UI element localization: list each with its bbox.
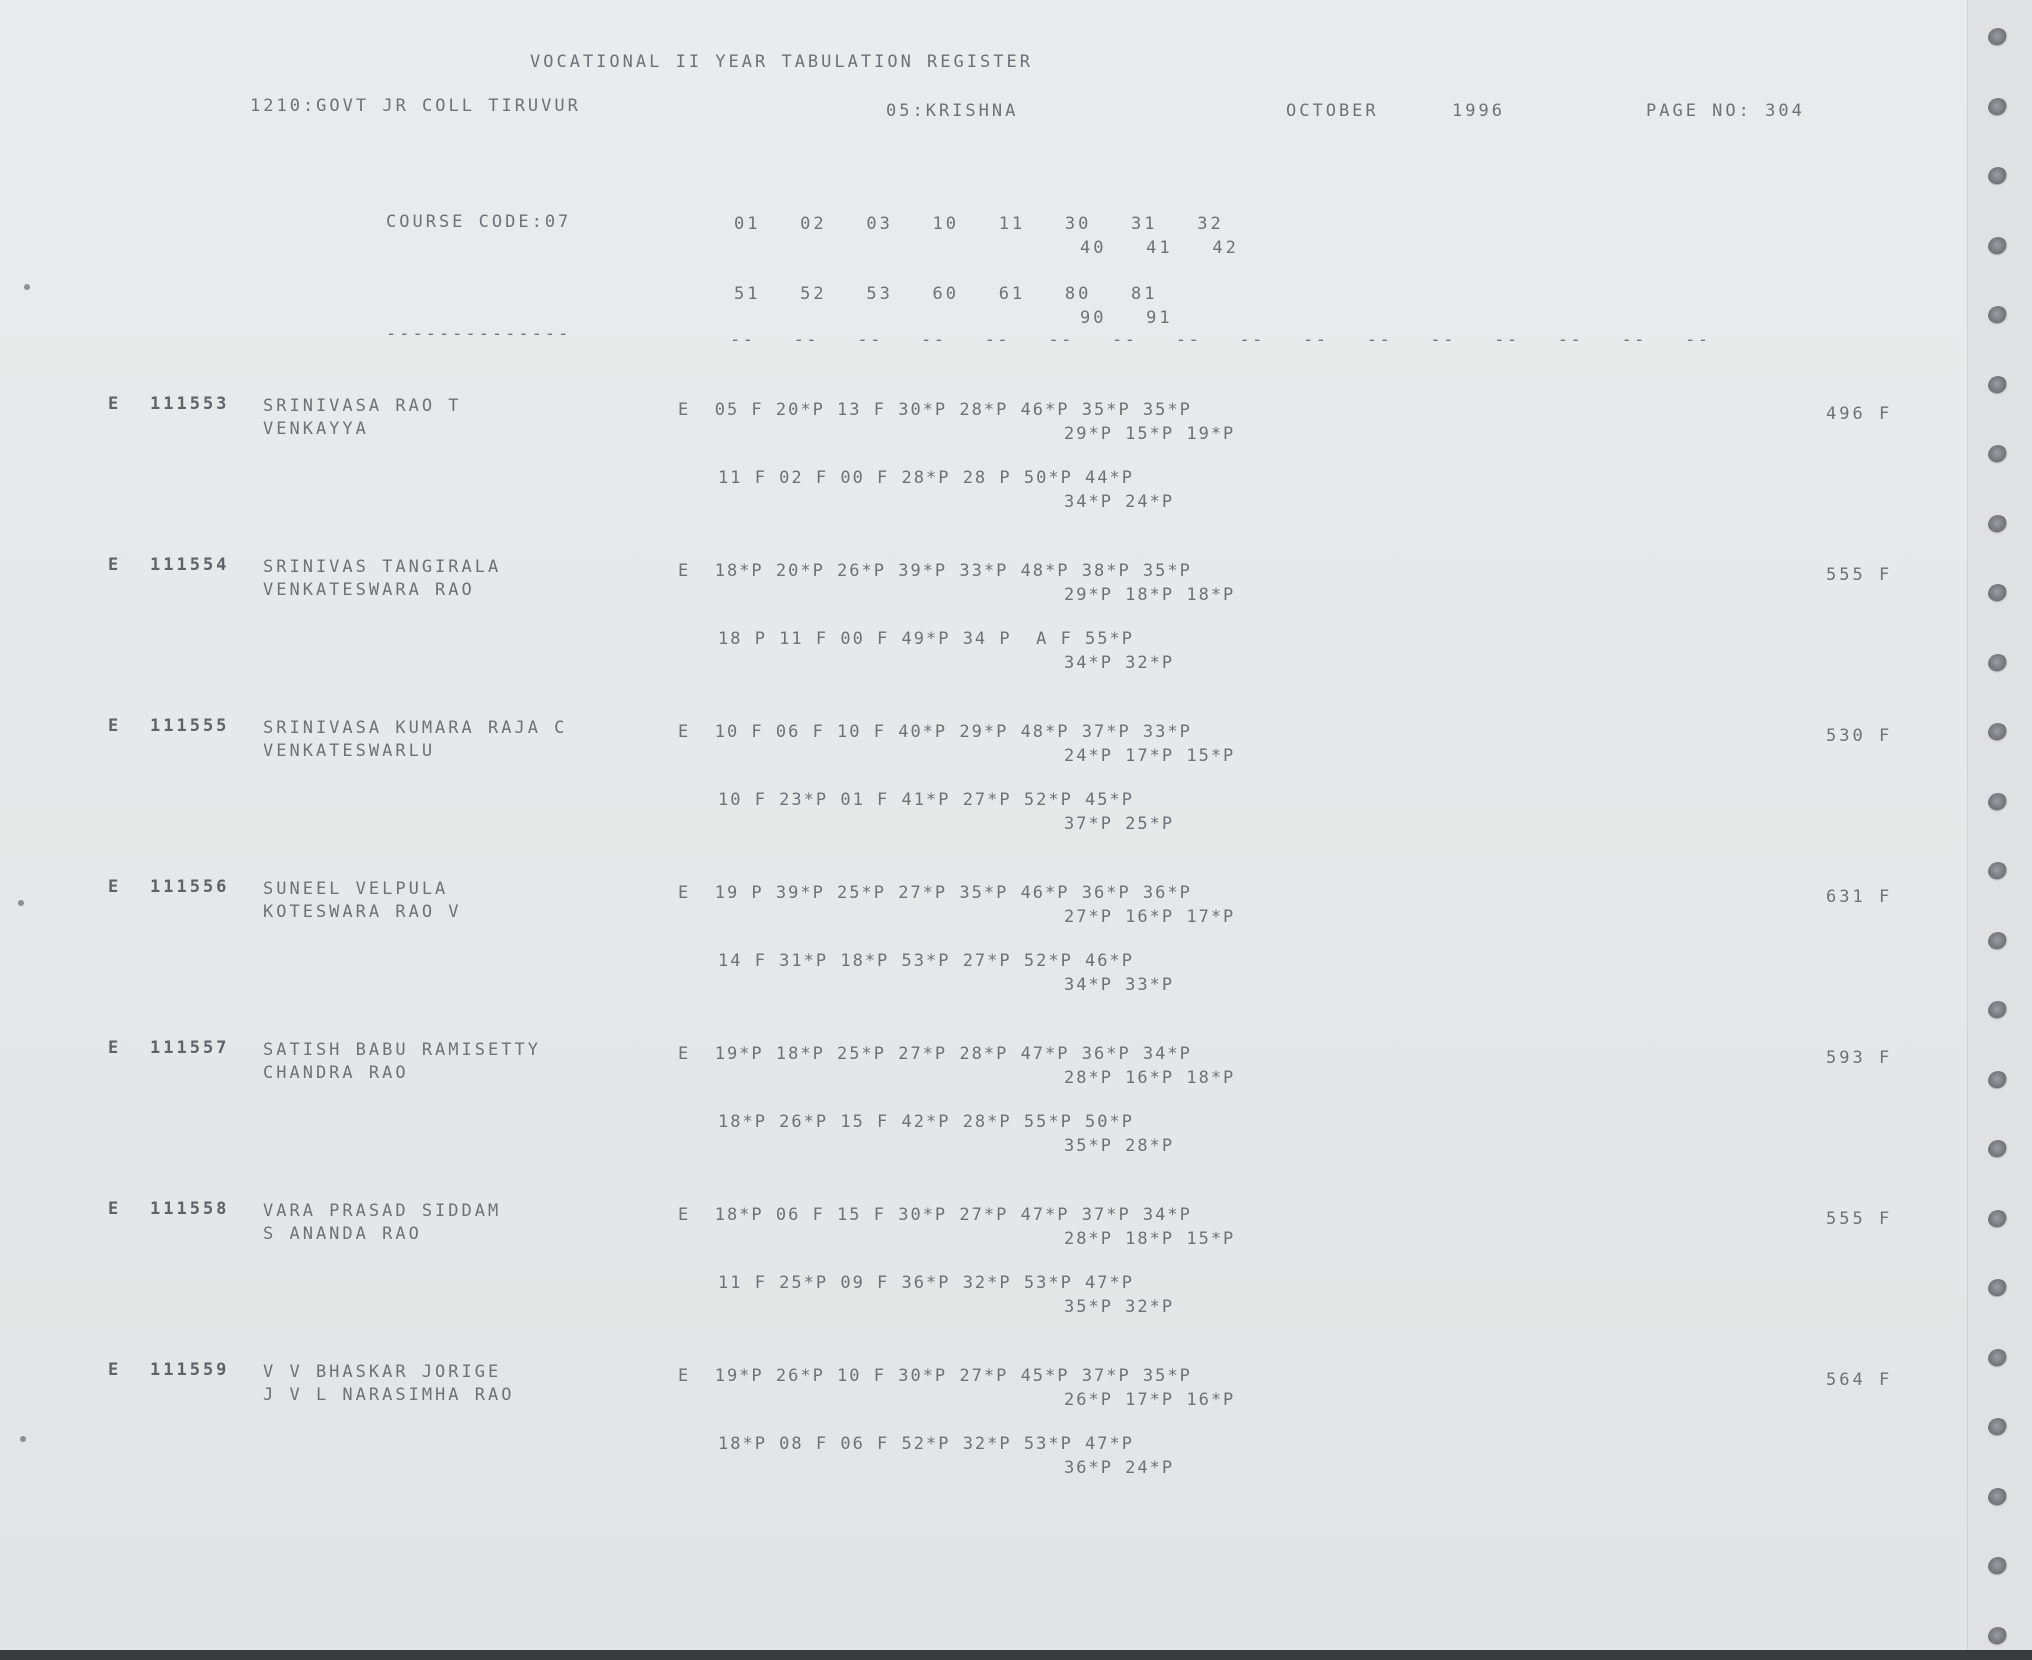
student-flag: E bbox=[108, 1360, 122, 1380]
father-name: VENKATESWARLU bbox=[263, 741, 436, 761]
roll-number: 111558 bbox=[150, 1199, 230, 1219]
student-name: SRINIVASA KUMARA RAJA C bbox=[263, 718, 568, 738]
marks-row2-sub: 34*P 32*P bbox=[1064, 653, 1175, 673]
marks-row1-sub: 29*P 15*P 19*P bbox=[1064, 424, 1236, 444]
feed-hole bbox=[1988, 515, 2008, 535]
feed-hole bbox=[1988, 1557, 2008, 1577]
subject-codes-row2: 51 52 53 60 61 80 81 bbox=[734, 284, 1158, 304]
student-name: V V BHASKAR JORIGE bbox=[263, 1362, 502, 1382]
feed-hole bbox=[1988, 654, 2008, 674]
marks-row2: 18*P 26*P 15 F 42*P 28*P 55*P 50*P bbox=[718, 1112, 1134, 1132]
feed-hole bbox=[1988, 98, 2008, 118]
father-name: J V L NARASIMHA RAO bbox=[263, 1385, 515, 1405]
marks-row2-sub: 36*P 24*P bbox=[1064, 1458, 1175, 1478]
feed-hole bbox=[1988, 1001, 2008, 1021]
roll-number: 111553 bbox=[150, 394, 230, 414]
marks-row2: 11 F 25*P 09 F 36*P 32*P 53*P 47*P bbox=[718, 1273, 1134, 1293]
college-code: 1210:GOVT JR COLL TIRUVUR bbox=[250, 96, 581, 116]
feed-hole bbox=[1988, 28, 2008, 48]
student-flag: E bbox=[108, 1199, 122, 1219]
father-name: KOTESWARA RAO V bbox=[263, 902, 462, 922]
marks-row2-sub: 34*P 33*P bbox=[1064, 975, 1175, 995]
feed-hole bbox=[1988, 1488, 2008, 1508]
marks-row1-sub: 28*P 16*P 18*P bbox=[1064, 1068, 1236, 1088]
district: 05:KRISHNA bbox=[886, 101, 1019, 121]
roll-number: 111555 bbox=[150, 716, 230, 736]
bottom-edge bbox=[0, 1650, 2032, 1660]
course-underline: -------------- bbox=[386, 324, 572, 344]
paper-speck bbox=[20, 1436, 26, 1442]
marks-row1: E 19*P 26*P 10 F 30*P 27*P 45*P 37*P 35*P bbox=[678, 1366, 1192, 1386]
student-flag: E bbox=[108, 716, 122, 736]
subject-codes-row1b: 40 41 42 bbox=[1080, 238, 1239, 258]
student-flag: E bbox=[108, 555, 122, 575]
feed-hole bbox=[1988, 1349, 2008, 1369]
course-code-label: COURSE CODE:07 bbox=[386, 212, 572, 232]
paper-speck bbox=[24, 284, 30, 290]
marks-row2: 18*P 08 F 06 F 52*P 32*P 53*P 47*P bbox=[718, 1434, 1134, 1454]
total-marks: 564 F bbox=[1826, 1370, 1893, 1390]
student-name: SRINIVASA RAO T bbox=[263, 396, 462, 416]
page-number: PAGE NO: 304 bbox=[1646, 101, 1805, 121]
student-name: SATISH BABU RAMISETTY bbox=[263, 1040, 541, 1060]
marks-row1: E 19 P 39*P 25*P 27*P 35*P 46*P 36*P 36*P bbox=[678, 883, 1192, 903]
paper-speck bbox=[18, 900, 24, 906]
feed-hole bbox=[1988, 1210, 2008, 1230]
marks-row2: 11 F 02 F 00 F 28*P 28 P 50*P 44*P bbox=[718, 468, 1134, 488]
marks-row1: E 19*P 18*P 25*P 27*P 28*P 47*P 36*P 34*P bbox=[678, 1044, 1192, 1064]
marks-row1-sub: 29*P 18*P 18*P bbox=[1064, 585, 1236, 605]
feed-hole bbox=[1988, 1418, 2008, 1438]
feed-hole bbox=[1988, 1071, 2008, 1091]
feed-hole bbox=[1988, 306, 2008, 326]
feed-hole bbox=[1988, 862, 2008, 882]
feed-hole bbox=[1988, 1140, 2008, 1160]
marks-row2-sub: 35*P 32*P bbox=[1064, 1297, 1175, 1317]
father-name: S ANANDA RAO bbox=[263, 1224, 422, 1244]
codes-underline: -- -- -- -- -- -- -- -- -- -- -- -- -- -- -- -- bbox=[730, 330, 1711, 350]
feed-hole bbox=[1988, 793, 2008, 813]
student-name: SUNEEL VELPULA bbox=[263, 879, 449, 899]
subject-codes-row1: 01 02 03 10 11 30 31 32 bbox=[734, 214, 1224, 234]
subject-codes-row2b: 90 91 bbox=[1080, 308, 1173, 328]
exam-month: OCTOBER bbox=[1286, 101, 1379, 121]
feed-hole bbox=[1988, 1279, 2008, 1299]
father-name: VENKAYYA bbox=[263, 419, 369, 439]
student-flag: E bbox=[108, 394, 122, 414]
exam-year: 1996 bbox=[1452, 101, 1505, 121]
feed-hole bbox=[1988, 445, 2008, 465]
student-name: VARA PRASAD SIDDAM bbox=[263, 1201, 502, 1221]
tractor-feed-strip bbox=[1967, 0, 2032, 1660]
marks-row2: 10 F 23*P 01 F 41*P 27*P 52*P 45*P bbox=[718, 790, 1134, 810]
marks-row1: E 18*P 20*P 26*P 39*P 33*P 48*P 38*P 35*P bbox=[678, 561, 1192, 581]
total-marks: 530 F bbox=[1826, 726, 1893, 746]
marks-row1-sub: 24*P 17*P 15*P bbox=[1064, 746, 1236, 766]
total-marks: 593 F bbox=[1826, 1048, 1893, 1068]
marks-row2-sub: 34*P 24*P bbox=[1064, 492, 1175, 512]
father-name: VENKATESWARA RAO bbox=[263, 580, 475, 600]
student-flag: E bbox=[108, 1038, 122, 1058]
total-marks: 496 F bbox=[1826, 404, 1893, 424]
feed-hole bbox=[1988, 932, 2008, 952]
student-name: SRINIVAS TANGIRALA bbox=[263, 557, 502, 577]
total-marks: 555 F bbox=[1826, 565, 1893, 585]
marks-row2-sub: 35*P 28*P bbox=[1064, 1136, 1175, 1156]
marks-row1-sub: 26*P 17*P 16*P bbox=[1064, 1390, 1236, 1410]
feed-hole bbox=[1988, 1627, 2008, 1647]
marks-row1-sub: 27*P 16*P 17*P bbox=[1064, 907, 1236, 927]
student-flag: E bbox=[108, 877, 122, 897]
roll-number: 111557 bbox=[150, 1038, 230, 1058]
roll-number: 111556 bbox=[150, 877, 230, 897]
marks-row1: E 18*P 06 F 15 F 30*P 27*P 47*P 37*P 34*P bbox=[678, 1205, 1192, 1225]
feed-hole bbox=[1988, 723, 2008, 743]
marks-row2: 14 F 31*P 18*P 53*P 27*P 52*P 46*P bbox=[718, 951, 1134, 971]
feed-hole bbox=[1988, 376, 2008, 396]
roll-number: 111554 bbox=[150, 555, 230, 575]
roll-number: 111559 bbox=[150, 1360, 230, 1380]
marks-row1-sub: 28*P 18*P 15*P bbox=[1064, 1229, 1236, 1249]
feed-hole bbox=[1988, 237, 2008, 257]
feed-hole bbox=[1988, 584, 2008, 604]
feed-hole bbox=[1988, 167, 2008, 187]
total-marks: 631 F bbox=[1826, 887, 1893, 907]
total-marks: 555 F bbox=[1826, 1209, 1893, 1229]
marks-row1: E 05 F 20*P 13 F 30*P 28*P 46*P 35*P 35*P bbox=[678, 400, 1192, 420]
marks-row2: 18 P 11 F 00 F 49*P 34 P A F 55*P bbox=[718, 629, 1134, 649]
register-title: VOCATIONAL II YEAR TABULATION REGISTER bbox=[530, 52, 1033, 72]
marks-row1: E 10 F 06 F 10 F 40*P 29*P 48*P 37*P 33*P bbox=[678, 722, 1192, 742]
marks-row2-sub: 37*P 25*P bbox=[1064, 814, 1175, 834]
father-name: CHANDRA RAO bbox=[263, 1063, 409, 1083]
